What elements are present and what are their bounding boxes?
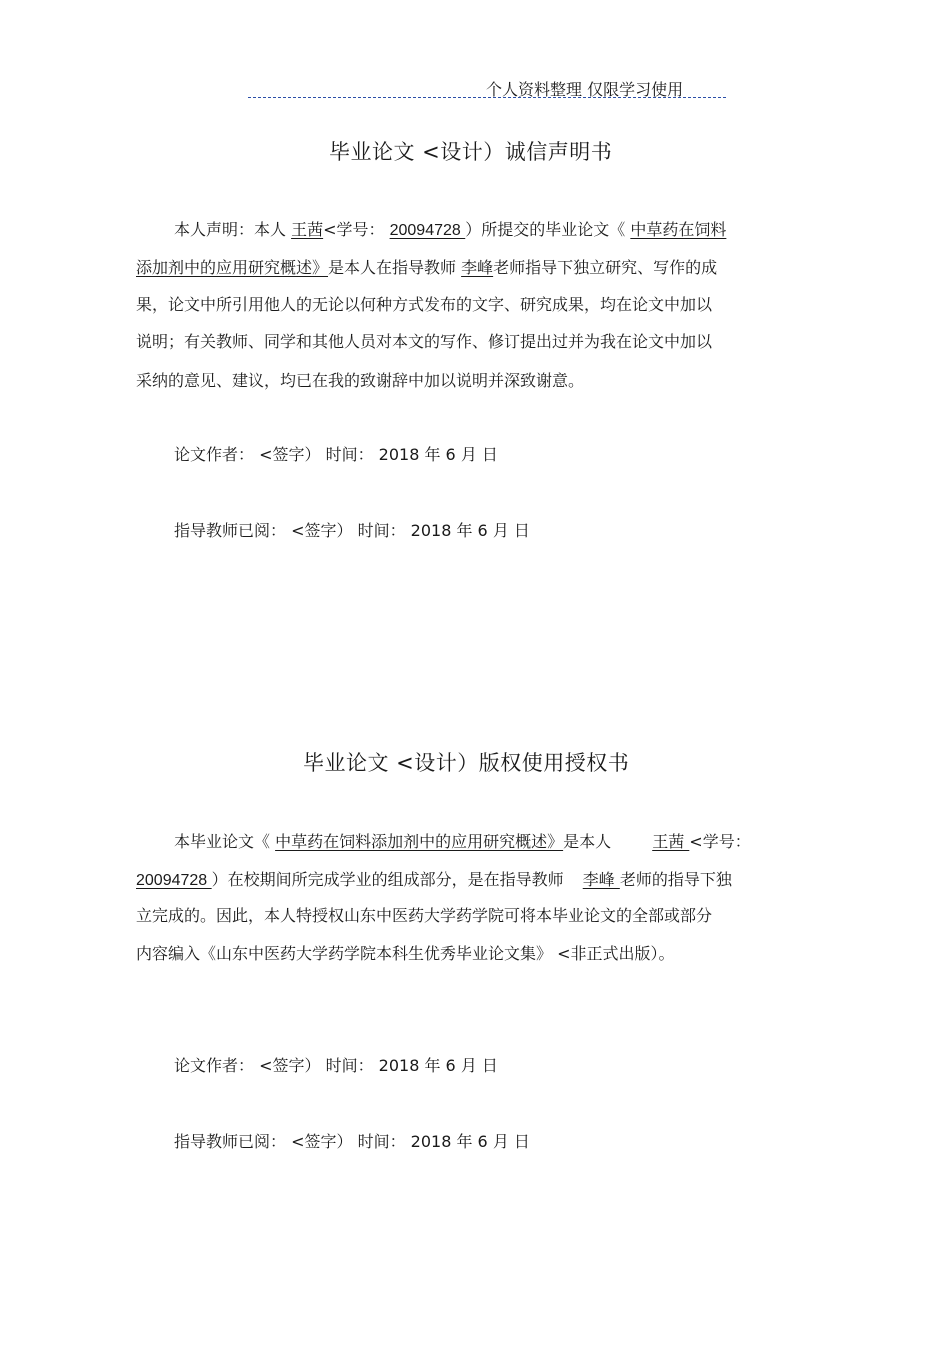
declaration-line-4: 说明；有关教师、同学和其他人员对本文的写作、修订提出过并为我在论文中加以 [136,332,713,351]
copyright-text: 老师的指导下独 [619,870,732,889]
declaration-text: ）所提交的毕业论文《 [465,220,631,239]
copyright-line-3: 立完成的。因此，本人特授权山东中医药大学药学院可将本毕业论文的全部或部分 [136,906,713,925]
declaration-text: 本人声明：本人 [174,220,292,239]
declaration-line-3: 果，论文中所引用他人的无论以何种方式发布的文字、研究成果，均在论文中加以 [136,295,713,314]
copyright-text: 本毕业论文《 [174,832,276,851]
copyright-text: ）在校期间所完成学业的组成部分，是在指导教师 [211,870,569,889]
declaration-line-1 [174,220,726,241]
copyright-teacher-signature: 指导教师已阅： <签字） 时间： 2018 年 6 月 日 [174,1132,530,1151]
declaration-title: 毕业论文 <设计）诚信声明书 [329,140,613,164]
copyright-text: 是本人 [563,832,617,851]
thesis-topic: 中草药在饲料添加剂中的应用研究概述》 [275,832,564,851]
declaration-text: 是本人在指导教师 [328,258,462,277]
declaration-text: 老师指导下独立研究、写作的成 [493,258,718,277]
page-header-text: 个人资料整理 仅限学习使用 [486,80,684,99]
teacher-name: 李峰 [461,258,494,277]
copyright-line-4: 内容编入《山东中医药大学药学院本科生优秀毕业论文集》 <非正式出版）。 [136,944,675,963]
author-name: 王茜 [291,220,324,239]
declaration-author-signature: 论文作者： <签字） 时间： 2018 年 6 月 日 [174,445,498,464]
teacher-name: 李峰 [582,870,620,889]
copyright-line-1 [174,832,751,852]
student-id: 20094728 [136,872,212,889]
copyright-title: 毕业论文 <设计）版权使用授权书 [303,751,630,775]
header-divider [248,97,726,98]
author-name: 王茜 [652,832,690,851]
declaration-teacher-signature: 指导教师已阅： <签字） 时间： 2018 年 6 月 日 [174,521,530,540]
declaration-line-2 [136,258,717,278]
student-id: 20094728 [389,222,466,239]
copyright-text: <学号： [689,832,751,851]
copyright-author-signature: 论文作者： <签字） 时间： 2018 年 6 月 日 [174,1056,498,1075]
declaration-line-5: 采纳的意见、建议，均已在我的致谢辞中加以说明并深致谢意。 [136,371,585,390]
copyright-line-2 [136,870,732,891]
thesis-topic: 添加剂中的应用研究概述》 [136,258,329,277]
declaration-text: <学号： [323,220,390,239]
thesis-topic: 中草药在饲料 [630,220,727,239]
